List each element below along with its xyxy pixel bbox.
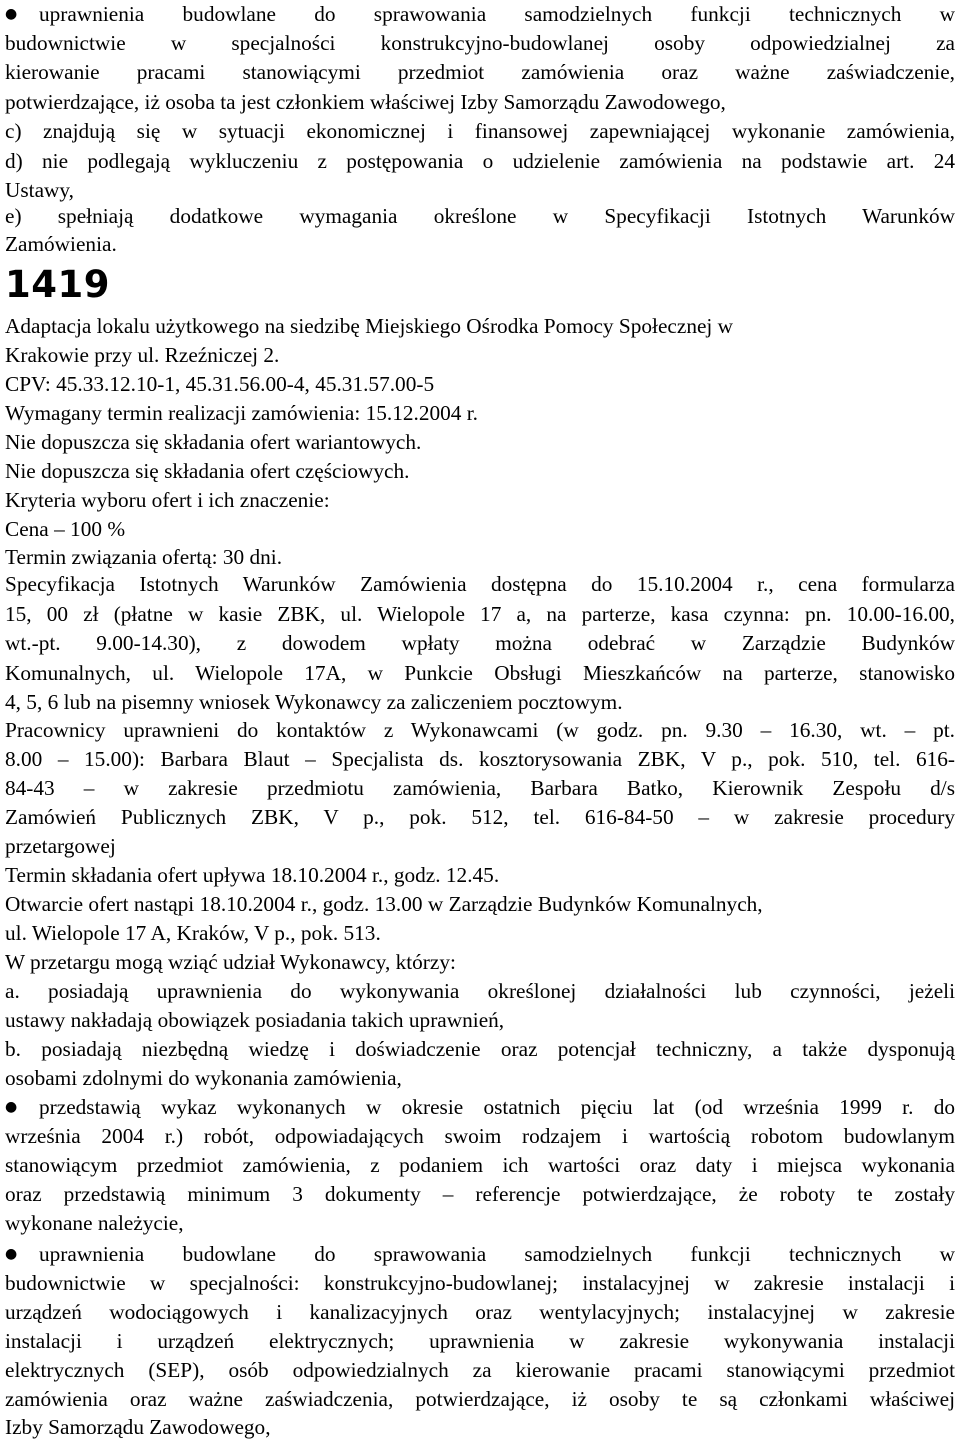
text-line: wt.-pt. 9.00-14.30), z dowodem wpłaty można odebrać w Zarządzie Budynków bbox=[5, 631, 955, 655]
text-line: budownictwie w specjalności: konstrukcyjno-budowlanej; instalacyjnej w zakresie instalacji i bbox=[5, 1271, 955, 1295]
text-line: Wymagany termin realizacji zamówienia: 15.12.2004 r. bbox=[5, 401, 479, 425]
text-line: W przetargu mogą wziąć udział Wykonawcy, którzy: bbox=[5, 950, 456, 974]
text-line: Kryteria wyboru ofert i ich znaczenie: bbox=[5, 488, 330, 512]
text-line: instalacji i urządzeń elektrycznych; uprawnienia w zakresie wykonywania instalacji bbox=[5, 1329, 955, 1353]
text-line: Otwarcie ofert nastąpi 18.10.2004 r., godz. 13.00 w Zarządzie Budynków Komunalnych, bbox=[5, 892, 763, 916]
text-line: ● przedstawią wykaz wykonanych w okresie ostatnich pięciu lat (od września 1999 r. do bbox=[5, 1093, 955, 1123]
text-line: wykonane należycie, bbox=[5, 1211, 184, 1235]
bullet-icon: ● bbox=[5, 1099, 18, 1115]
text-line: września 2004 r.) robót, odpowiadających swoim rodzajem i wartością robotom budowlanym bbox=[5, 1124, 955, 1148]
text-line: Krakowie przy ul. Rzeźniczej 2. bbox=[5, 343, 280, 367]
text-line: oraz przedstawią minimum 3 dokumenty – referencje potwierdzające, że roboty te zostały bbox=[5, 1182, 955, 1206]
text-line: d) nie podlegają wykluczeniu z postępowania o udzielenie zamówienia na podstawie art. 24 bbox=[5, 149, 955, 173]
text-line: CPV: 45.33.12.10-1, 45.31.56.00-4, 45.31.57.00-5 bbox=[5, 372, 435, 396]
text-line: Cena – 100 % bbox=[5, 517, 126, 541]
text-line: osobami zdolnymi do wykonania zamówienia, bbox=[5, 1066, 402, 1090]
text-line: ● uprawnienia budowlane do sprawowania samodzielnych funkcji technicznych w bbox=[5, 1240, 955, 1270]
text-line: Nie dopuszcza się składania ofert wariantowych. bbox=[5, 430, 422, 454]
text-line: ul. Wielopole 17 A, Kraków, V p., pok. 513. bbox=[5, 921, 381, 945]
bullet-icon: ● bbox=[5, 1246, 18, 1262]
text-line: Komunalnych, ul. Wielopole 17A, w Punkcie Obsługi Mieszkańców na parterze, stanowisko bbox=[5, 661, 955, 685]
text-line: Termin składania ofert upływa 18.10.2004 r., godz. 12.45. bbox=[5, 863, 500, 887]
text-line: b. posiadają niezbędną wiedzę i doświadczenie oraz potencjał techniczny, a także dysponują bbox=[5, 1037, 955, 1061]
text-line: Specyfikacja Istotnych Warunków Zamówienia dostępna do 15.10.2004 r., cena formularza bbox=[5, 572, 955, 596]
text-line: ● uprawnienia budowlane do sprawowania samodzielnych funkcji technicznych w bbox=[5, 0, 955, 30]
text-line: 4, 5, 6 lub na pisemny wniosek Wykonawcy za zaliczeniem pocztowym. bbox=[5, 690, 623, 714]
text-line: potwierdzające, iż osoba ta jest członkiem właściwej Izby Samorządu Zawodowego, bbox=[5, 90, 726, 114]
text-line: ustawy nakładają obowiązek posiadania takich uprawnień, bbox=[5, 1008, 505, 1032]
text-line: urządzeń wodociągowych i kanalizacyjnych oraz wentylacyjnych; instalacyjnej w zakresie bbox=[5, 1300, 955, 1324]
text-line: 8.00 – 15.00): Barbara Blaut – Specjalista ds. kosztorysowania ZBK, V p., pok. 510, tel. 616- bbox=[5, 747, 955, 771]
bullet-icon: ● bbox=[5, 6, 18, 22]
text-line: Izby Samorządu Zawodowego, bbox=[5, 1415, 271, 1439]
text-line: a. posiadają uprawnienia do wykonywania określonej działalności lub czynności, jeżeli bbox=[5, 979, 955, 1003]
text-line: budownictwie w specjalności konstrukcyjno-budowlanej osoby odpowiedzialnej za bbox=[5, 31, 955, 55]
text-line: kierowanie pracami stanowiącymi przedmiot zamówienia oraz ważne zaświadczenie, bbox=[5, 60, 955, 84]
text-line: e) spełniają dodatkowe wymagania określone w Specyfikacji Istotnych Warunków bbox=[5, 204, 955, 228]
text-line: 15, 00 zł (płatne w kasie ZBK, ul. Wielopole 17 a, na parterze, kasa czynna: pn. 10.00-16.00, bbox=[5, 602, 955, 626]
text-line: Pracownicy uprawnieni do kontaktów z Wykonawcami (w godz. pn. 9.30 – 16.30, wt. – pt. bbox=[5, 718, 955, 742]
text-line: elektrycznych (SEP), osób odpowiedzialnych za kierowanie pracami stanowiącymi przedmiot bbox=[5, 1358, 955, 1382]
text-line: Termin związania ofertą: 30 dni. bbox=[5, 545, 283, 569]
text-line: stanowiącym przedmiot zamówienia, z podaniem ich wartości oraz daty i miejsca wykonania bbox=[5, 1153, 955, 1177]
text-line: c) znajdują się w sytuacji ekonomicznej i finansowej zapewniającej wykonanie zamówienia, bbox=[5, 119, 955, 143]
text-line: zamówienia oraz ważne zaświadczenia, potwierdzające, iż osoby te są członkami właściwej bbox=[5, 1387, 955, 1411]
notice-number-heading: 1419 bbox=[5, 263, 110, 306]
text-line: Ustawy, bbox=[5, 178, 75, 202]
text-line: Zamówienia. bbox=[5, 232, 117, 256]
text-line: Adaptacja lokalu użytkowego na siedzibę Miejskiego Ośrodka Pomocy Społecznej w bbox=[5, 314, 734, 338]
text-line: 84-43 – w zakresie przedmiotu zamówienia, Barbara Batko, Kierownik Zespołu d/s bbox=[5, 776, 955, 800]
text-line: Zamówień Publicznych ZBK, V p., pok. 512, tel. 616-84-50 – w zakresie procedury bbox=[5, 805, 955, 829]
text-line: Nie dopuszcza się składania ofert częściowych. bbox=[5, 459, 410, 483]
text-line: przetargowej bbox=[5, 834, 116, 858]
